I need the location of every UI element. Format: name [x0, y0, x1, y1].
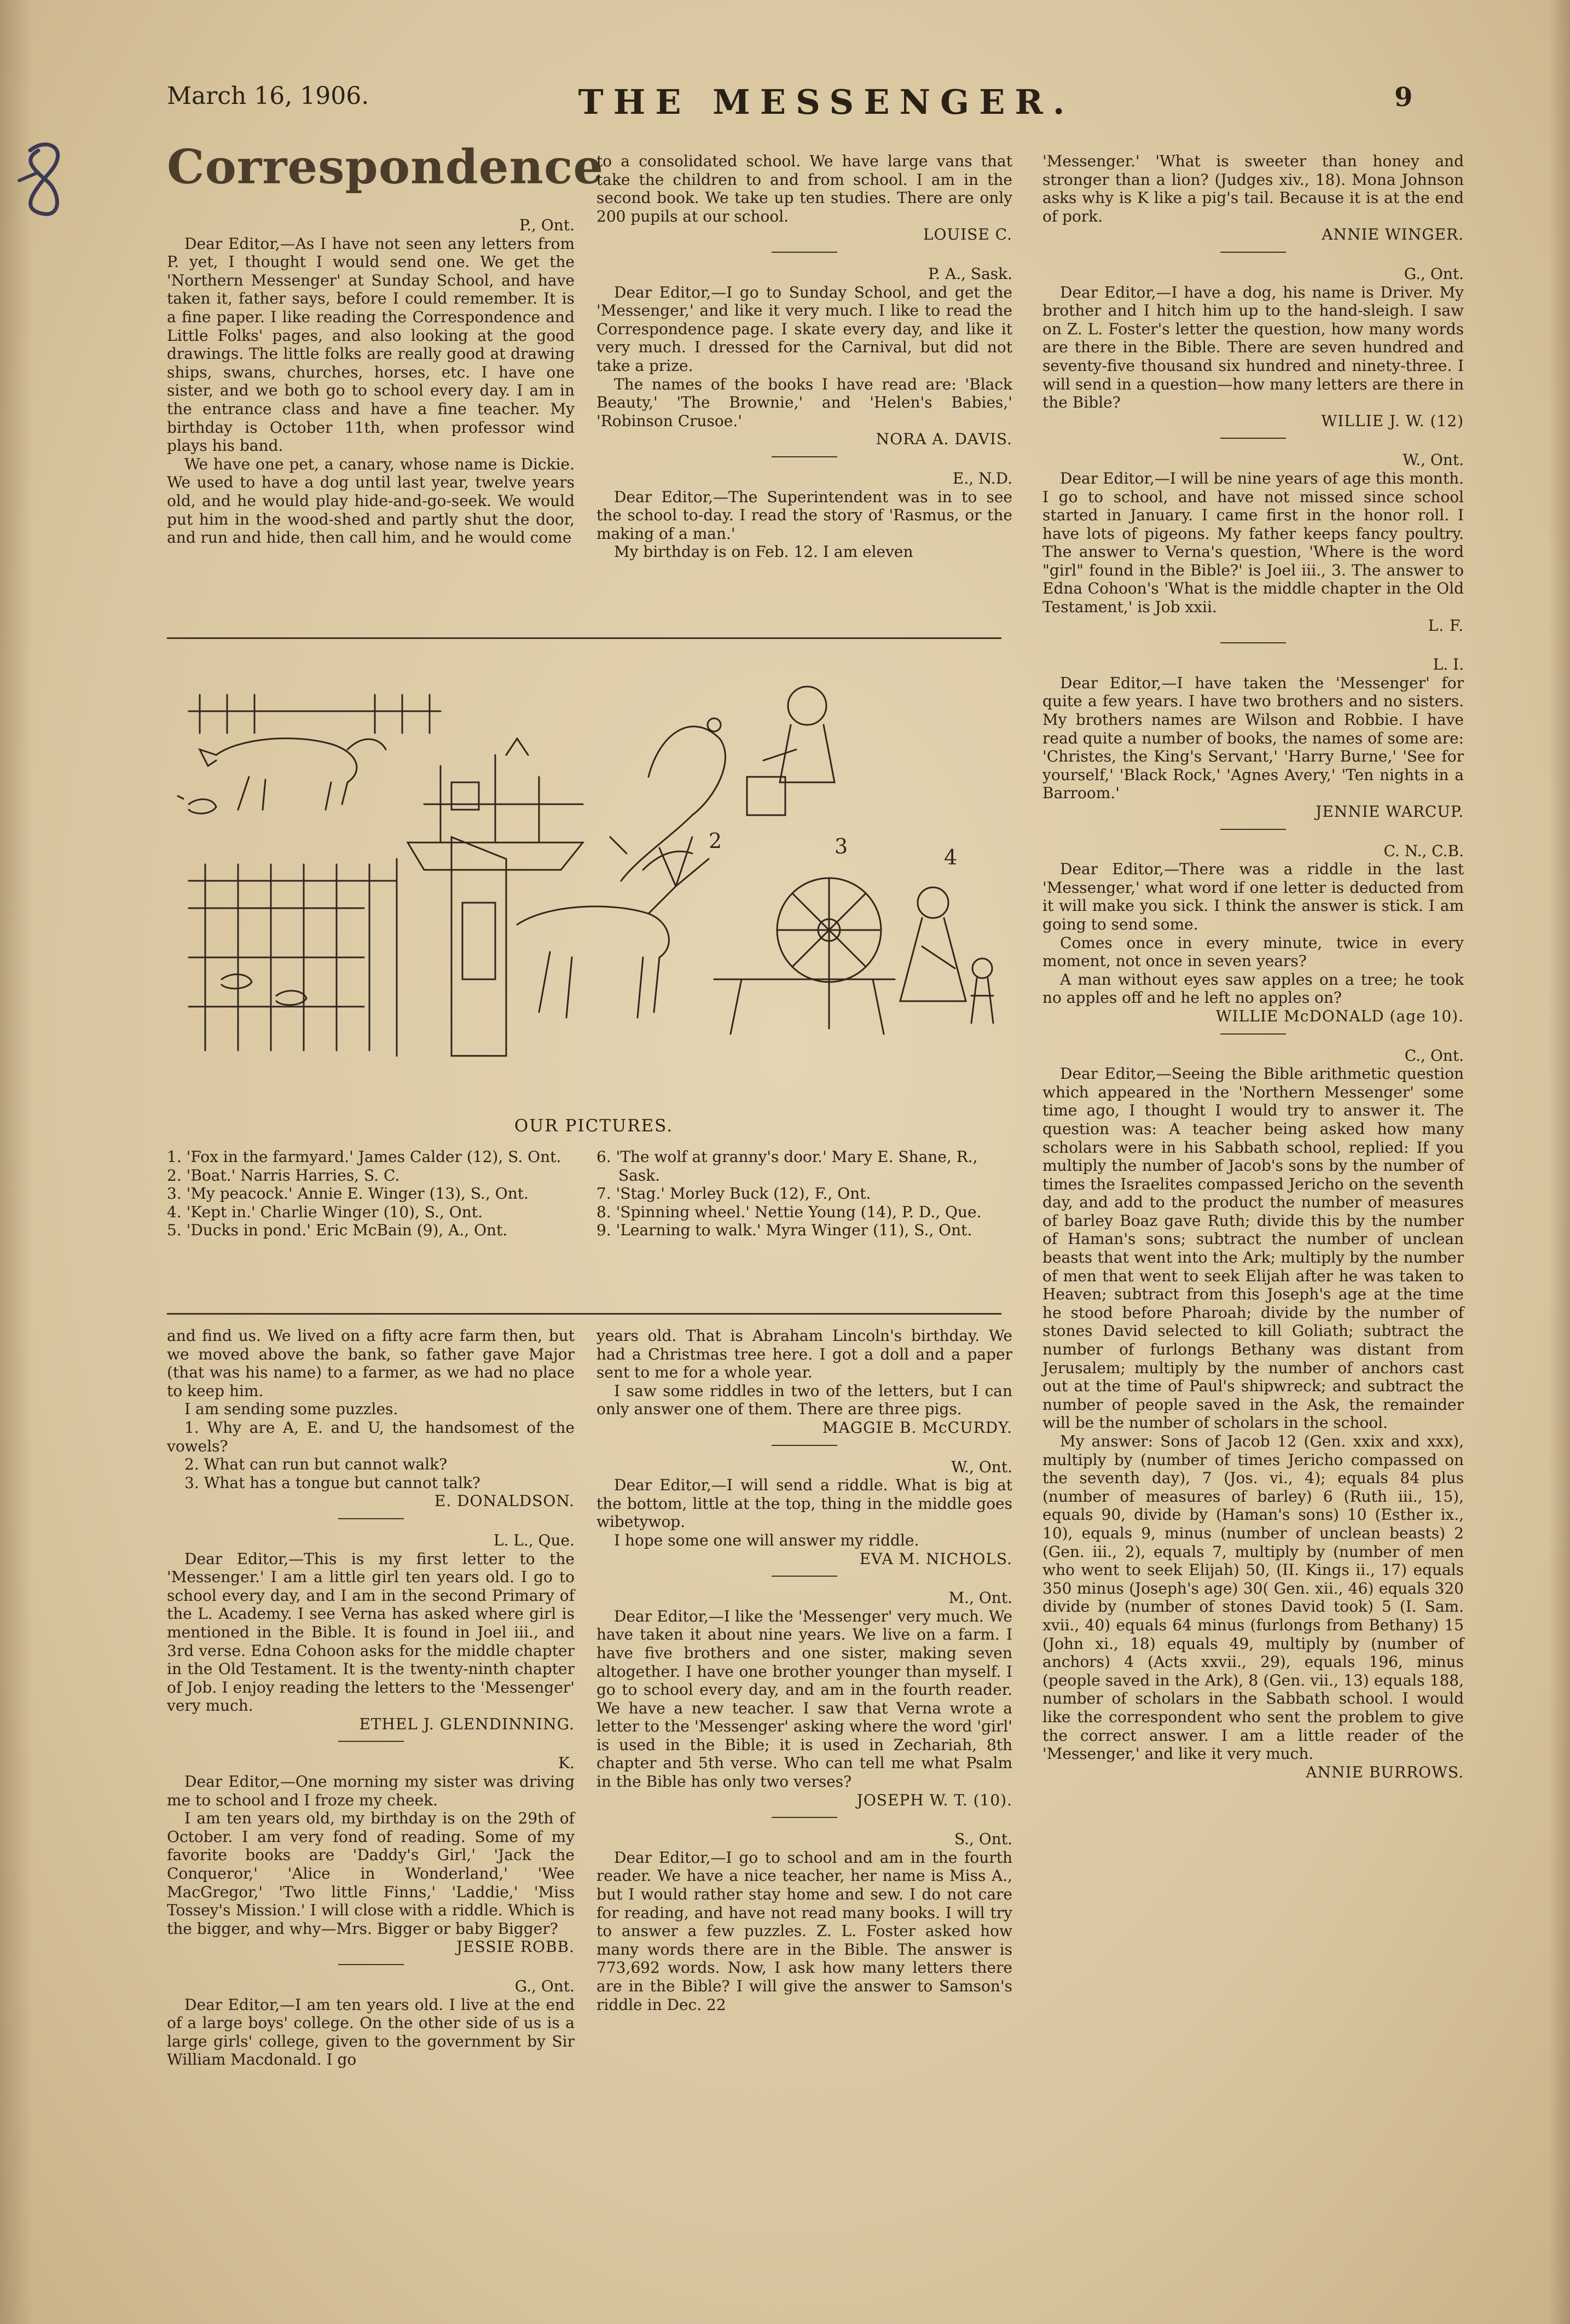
- pictures-section-rule: [167, 1313, 1001, 1315]
- section-masthead: Correspondence: [167, 140, 604, 195]
- letter-signature: WILLIE J. W. (12): [1321, 411, 1464, 430]
- publication-title: THE MESSENGER.: [578, 82, 1075, 122]
- letter-paragraph: Dear Editor,—I like the 'Messenger' very much. We have taken it about nine years. We live on a farm. I have five brothers and one sister, making seven altogether. I have one brother younger than myself. I go to school every day, and am in the fourth reader. We have a new teacher. I saw that Verna wrote a letter to the 'Messenger' asking where the word 'girl' is used in the Bible; it is used in Zechariah, 8th chapter and 5th verse. Who can tell me what Psalm in the Bible has only two verses?: [596, 1607, 1012, 1791]
- letter-paragraph: A man without eyes saw apples on a tree; he took no apples off and he left no apples on?: [1042, 970, 1464, 1007]
- continued-paragraph: to a consolidated school. We have large vans that take the children to and from school. I am in the second book. We take up ten studies. There are only 200 pupils at our school.: [596, 152, 1012, 225]
- letter-paragraph: We have one pet, a canary, whose name is Dickie. We used to have a dog until last year, twelve years old, and he would play hide-and-go-seek. We would put him in the wood-shed and partly shut the door, and run and hide, then call him, and he would come: [167, 455, 575, 547]
- letter-location: P., Ont.: [519, 216, 575, 234]
- picture-caption: 3. 'My peacock.' Annie E. Winger (13), S., Ont.: [167, 1184, 529, 1203]
- issue-date: March 16, 1906.: [167, 82, 369, 110]
- picture-caption: 7. 'Stag.' Morley Buck (12), F., Ont.: [596, 1184, 871, 1203]
- letter-separator: [772, 1817, 837, 1818]
- picture-caption: 5. 'Ducks in pond.' Eric McBain (9), A., Ont.: [167, 1221, 508, 1240]
- letter-signature: NORA A. DAVIS.: [876, 430, 1012, 449]
- letter-location: K.: [558, 1754, 575, 1773]
- letter-signature: E. DONALDSON.: [434, 1492, 575, 1510]
- drawing-number-4: 4: [944, 845, 958, 869]
- letter-signature: WILLIE McDONALD (age 10).: [1215, 1007, 1464, 1025]
- letter-signature: JESSIE ROBB.: [456, 1938, 575, 1956]
- letter-separator: [772, 1576, 837, 1577]
- picture-caption: 2. 'Boat.' Narris Harries, S. C.: [167, 1166, 400, 1184]
- letter-signature: ANNIE WINGER.: [1322, 225, 1464, 244]
- letter-paragraph: Dear Editor,—I am ten years old. I live at the end of a large boys' college. On the other side of us is a large girls' college, given to the government by Sir William Macdonald. I go: [167, 1995, 575, 2069]
- column-1-bottom: [167, 1327, 575, 2069]
- letter-separator: [772, 1445, 837, 1446]
- drawing-number-3: 3: [835, 834, 848, 858]
- letter-signature: ANNIE BURROWS.: [1306, 1763, 1464, 1781]
- letter-separator: [1220, 252, 1286, 253]
- letter-location: E., N.D.: [952, 469, 1012, 487]
- letter-location: P. A., Sask.: [928, 264, 1012, 283]
- letter-paragraph: 1. Why are A, E. and U, the handsomest of the vowels?: [167, 1418, 575, 1455]
- drawing-number-2: 2: [709, 829, 722, 853]
- letter-separator: [1220, 1033, 1286, 1035]
- letter-separator: [772, 252, 837, 253]
- column-2-top: [596, 152, 1012, 561]
- handwritten-pencil-mark: [8, 131, 85, 224]
- letter-paragraph: Dear Editor,—Seeing the Bible arithmetic question which appeared in the 'Northern Messenger' some time ago, I thought I would try to answer it. The question was: A teacher being asked how many scholars were in his Sabbath school, replied: If you multiply the number of Jacob's sons by the number of times the Israelites compassed Jericho on the seventh day, and add to the product the number of measures of barley Boaz gave Ruth; divide this by the number of Haman's sons; subtract the number of unclean beasts that went into the Ark; multiply by the number of men that went to seek Elijah after he was taken to Heaven; subtract from this Joseph's age at the time he stood before Pharoah; divide by the number of stones David selected to kill Goliath; subtract the number of furlongs Bethany was distant from Jerusalem; multiply by the number of anchors cast out at the time of Paul's shipwreck; and subtract the number of people saved in the Ask, the remainder will be the number of scholars in the school.: [1042, 1065, 1464, 1432]
- letter-separator: [1220, 829, 1286, 830]
- letter-paragraph: Dear Editor,—There was a riddle in the last 'Messenger,' what word if one letter is deducted from it will make you sick. I think the answer is stick. I am going to send some.: [1042, 860, 1464, 933]
- letter-location: C., Ont.: [1404, 1046, 1464, 1065]
- letter-paragraph: Dear Editor,—I go to Sunday School, and get the 'Messenger,' and like it very much. I like to read the Correspondence page. I skate every day, and like it very much. I dressed for the Carnival, but did not take a prize.: [596, 283, 1012, 375]
- page-edge-shadow: [0, 0, 33, 2324]
- letter-location: S., Ont.: [954, 1830, 1012, 1849]
- picture-captions-right: [596, 1148, 1012, 1240]
- column-1-top: [167, 216, 575, 547]
- letter-separator: [772, 456, 837, 457]
- letter-paragraph: Dear Editor,—I will send a riddle. What is big at the bottom, little at the top, thing in the middle goes wibetywop.: [596, 1476, 1012, 1531]
- letter-paragraph: 2. What can run but cannot walk?: [184, 1455, 448, 1474]
- column-3: [1042, 152, 1464, 1781]
- picture-caption: 9. 'Learning to walk.' Myra Winger (11), S., Ont.: [596, 1221, 972, 1240]
- letter-paragraph: Dear Editor,—As I have not seen any letters from P. yet, I thought I would send one. We get the 'Northern Messenger' at Sunday School, and have taken it, father says, before I could remember. It is a fine paper. I like reading the Correspondence and Little Folks' pages, and also looking at the good drawings. The little folks are really good at drawing ships, swans, churches, horses, etc. I have one sister, and we both go to school every day. I am in the entrance class and have a fine teacher. My birthday is October 11th, when professor wind plays his band.: [167, 234, 575, 455]
- letter-location: L. L., Que.: [493, 1531, 575, 1549]
- letter-separator: [1220, 642, 1286, 643]
- letter-paragraph: Dear Editor,—I have a dog, his name is Driver. My brother and I hitch him up to the hand-sleigh. I saw on Z. L. Foster's letter the question, how many words are there in the Bible. There are seven hundred and seventy-five thousand six hundred and ninety-three. I will send in a question—how many letters are there in the Bible?: [1042, 283, 1464, 412]
- picture-caption: 1. 'Fox in the farmyard.' James Calder (12), S. Ont.: [167, 1148, 561, 1166]
- letter-location: C. N., C.B.: [1383, 841, 1464, 860]
- page-number: 9: [1394, 82, 1413, 113]
- letter-paragraph: Dear Editor,—One morning my sister was driving me to school and I froze my cheek.: [167, 1773, 575, 1809]
- letter-location: M., Ont.: [948, 1589, 1012, 1607]
- letter-signature: JOSEPH W. T. (10).: [856, 1791, 1012, 1809]
- letter-separator: [338, 1964, 404, 1965]
- continued-paragraph: and find us. We lived on a fifty acre farm then, but we moved above the bank, so father gave Major (that was his name) to a farmer, as we had no place to keep him.: [167, 1327, 575, 1400]
- continued-paragraph: years old. That is Abraham Lincoln's birthday. We had a Christmas tree here. I got a doll and a paper sent to me for a whole year.: [596, 1327, 1012, 1382]
- letter-paragraph: Dear Editor,—I will be nine years of age this month. I go to school, and have not missed since school started in January. I came first in the honor roll. I have lots of pigeons. My father keeps fancy poultry. The answer to Verna's question, 'Where is the word "girl" found in the Bible?' is Joel iii., 3. The answer to Edna Cohoon's 'What is the middle chapter in the Old Testament,' is Job xxii.: [1042, 469, 1464, 617]
- childrens-drawings-illustration: [167, 673, 1021, 1072]
- letter-location: W., Ont.: [951, 1457, 1012, 1476]
- letter-paragraph: I hope some one will answer my riddle.: [614, 1531, 919, 1549]
- letter-location: G., Ont.: [1404, 264, 1464, 283]
- letter-paragraph: I am sending some puzzles.: [184, 1400, 398, 1419]
- letter-signature: ETHEL J. GLENDINNING.: [359, 1715, 575, 1733]
- letter-paragraph: My birthday is on Feb. 12. I am eleven: [614, 543, 913, 561]
- letter-separator: [338, 1741, 404, 1742]
- letter-paragraph: The names of the books I have read are: 'Black Beauty,' 'The Brownie,' and 'Helen's Babies,' 'Robinson Crusoe.': [596, 375, 1012, 430]
- continued-paragraph: 'Messenger.' 'What is sweeter than honey and stronger than a lion? (Judges xiv., 18). Mona Johnson asks why is K like a pig's tail. Because it is at the end of pork.: [1042, 152, 1464, 225]
- letter-signature: MAGGIE B. McCURDY.: [822, 1418, 1012, 1437]
- letter-paragraph: Dear Editor,—The Superintendent was in to see the school to-day. I read the story of 'Rasmus, or the making of a man.': [596, 487, 1012, 543]
- picture-captions-left: [167, 1148, 575, 1240]
- letter-paragraph: Dear Editor,—I go to school and am in the fourth reader. We have a nice teacher, her name is Miss A., but I would rather stay home and sew. I do not care for reading, and have not read many books. I will try to answer a few puzzles. Z. L. Foster asked how many words there are in the Bible. The answer is 773,692 words. Now, I ask how many letters there are in the Bible? I will give the answer to Samson's riddle in Dec. 22: [596, 1848, 1012, 2014]
- letter-signature: L. F.: [1428, 616, 1464, 635]
- column-2-bottom: [596, 1327, 1012, 2014]
- page-spine-shadow: [1548, 0, 1570, 2324]
- letter-paragraph: 3. What has a tongue but cannot talk?: [184, 1473, 480, 1492]
- letter-paragraph: I saw some riddles in two of the letters, but I can only answer one of them. There are three pigs.: [596, 1381, 1012, 1419]
- letter-paragraph: My answer: Sons of Jacob 12 (Gen. xxix and xxx), multiply by (number of times Jericho compassed on the seventh day), 7 (Jos. vi., 4); equals 84 plus (number of measures of barley) 6 (Ruth iii., 15), equals 90, divide by (Haman's sons) 10 (Esther ix., 10), equals 9, minus (number of unclean beasts) 2 (Gen. iii., 2), equals 7, multiply by (number of men who went to seek Elijah) 50, (II. Kings ii., 17) equals 350 minus (Joseph's age) 30( Gen. xii., 46) equals 320 divide by (number of stones David took) 5 (I. Sam. xvii., 40) equals 64 minus (furlongs from Bethany) 15 (John xi., 18) equals 49, multiply by (number of anchors) 4 (Acts xxvii., 29), equals 196, minus (people saved in the Ark), 8 (Gen. vii., 13) equals 188, number of scholars in the Sabbath school. I would like the correspondent who sent the problem to give the correct answer. I am a little reader of the 'Messenger,' and like it very much.: [1042, 1432, 1464, 1763]
- picture-caption: 8. 'Spinning wheel.' Nettie Young (14), P. D., Que.: [596, 1202, 982, 1221]
- letter-signature: LOUISE C.: [923, 225, 1012, 244]
- letter-paragraph: Dear Editor,—I have taken the 'Messenger' for quite a few years. I have two brothers and no sisters. My brothers names are Wilson and Robbie. I have read quite a number of books, the names of some are: 'Christes, the King's Servant,' 'Harry Burne,' 'See for yourself,' 'Black Rock,' 'Agnes Avery,' 'Ten nights in a Barroom.': [1042, 673, 1464, 803]
- letter-location: L. I.: [1433, 655, 1464, 674]
- letter-paragraph: Dear Editor,—This is my first letter to the 'Messenger.' I am a little girl ten years old. I go to school every day, and I am in the second Primary of the L. Academy. I see Verna has asked where girl is mentioned in the Bible. It is found in Joel iii., and 3rd verse. Edna Cohoon asks for the middle chapter in the Old Testament. It is the twenty-ninth chapter of Job. I enjoy reading the letters to the 'Messenger' very much.: [167, 1549, 575, 1715]
- letter-location: G., Ont.: [514, 1977, 575, 1995]
- letter-separator: [1220, 438, 1286, 439]
- our-pictures-heading: OUR PICTURES.: [514, 1116, 674, 1136]
- picture-caption: 6. 'The wolf at granny's door.' Mary E. Shane, R., Sask.: [596, 1148, 978, 1184]
- picture-caption: 4. 'Kept in.' Charlie Winger (10), S., Ont.: [167, 1202, 483, 1221]
- letter-location: W., Ont.: [1403, 451, 1464, 469]
- letter-signature: JENNIE WARCUP.: [1316, 803, 1464, 821]
- top-section-rule: [167, 637, 1001, 639]
- letter-paragraph: I am ten years old, my birthday is on the 29th of October. I am very fond of reading. Some of my favorite books are 'Daddy's Girl,' 'Jack the Conqueror,' 'Alice in Wonderland,' 'Wee MacGregor,' 'Two little Finns,' 'Laddie,' 'Miss Tossey's Mission.' I will close with a riddle. Which is the bigger, and why—Mrs. Bigger or baby Bigger?: [167, 1809, 575, 1938]
- letter-signature: EVA M. NICHOLS.: [859, 1549, 1012, 1568]
- letter-separator: [338, 1518, 404, 1519]
- letter-paragraph: Comes once in every minute, twice in every moment, not once in seven years?: [1042, 933, 1464, 971]
